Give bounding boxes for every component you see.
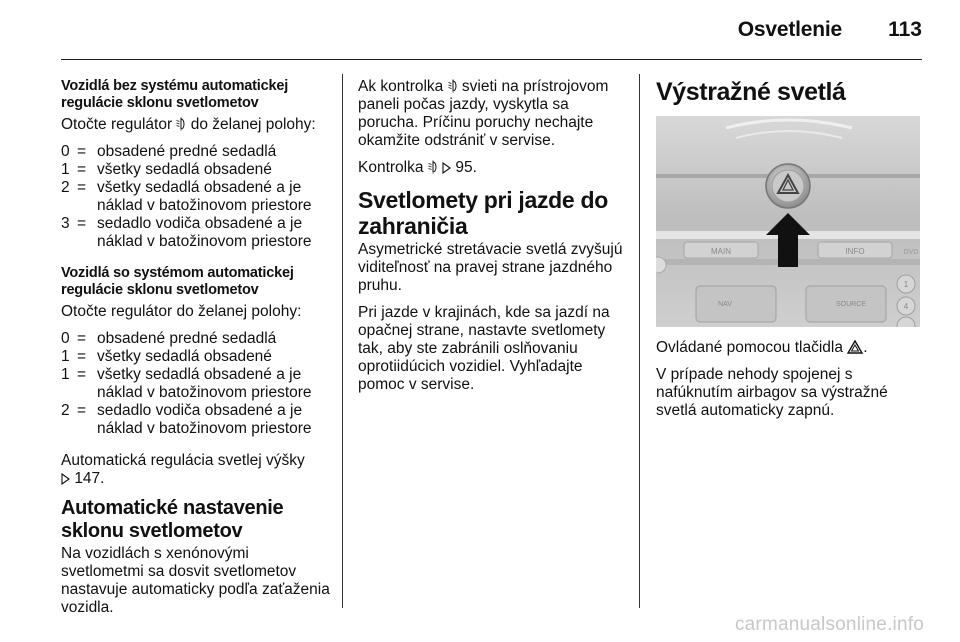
intro-text-part: Otočte regulátor	[61, 116, 177, 133]
page-reference-icon	[442, 162, 451, 174]
column-divider-2	[639, 74, 640, 608]
list-item: 1 = všetky sedadlá obsadené a je náklad v batožinovom priestore	[61, 366, 312, 401]
list-item: 0 = obsadené predné sedadlá	[61, 143, 277, 160]
kontrolka-reference: Kontrolka 95.	[358, 159, 477, 176]
headlight-leveling-icon	[428, 160, 438, 174]
watermark-text: carmanualsonline.info	[734, 614, 924, 635]
auto-leveling-intro: Otočte regulátor do želanej polohy:	[61, 303, 302, 320]
info-button-label: INFO	[845, 247, 865, 256]
list-item: 3 = sedadlo vodiča obsadené a je náklad v batožinovom priestore	[61, 215, 312, 250]
warning-lamp-paragraph: Ak kontrolka svieti na prístrojovom paneli počas jazdy, vyskytla sa porucha. Príčinu poruchy nechajte okamžite odstrániť v servise.	[358, 78, 609, 149]
section-heading-abroad: Svetlomety pri jazde do zahraničia	[358, 187, 608, 239]
hazard-operation-text: Ovládané pomocou tlačidla .	[656, 339, 868, 356]
column-divider-1	[342, 74, 343, 608]
intro-text-part: do želanej polohy:	[186, 116, 316, 133]
dvd-button-label: DVD	[903, 249, 919, 256]
auto-adjust-body: Na vozidlách s xenónovými svetlometmi sa dosvit svetlometov nastavuje automaticky podľa zaťaženia vozidla.	[61, 545, 330, 616]
auto-leveling-reference: Automatická regulácia svetlej výšky 147.	[61, 452, 305, 487]
page-reference-link[interactable]: 95.	[455, 159, 477, 176]
page-reference-link[interactable]: 147.	[74, 470, 105, 487]
list-item: 0 = obsadené predné sedadlá	[61, 330, 277, 347]
headlight-leveling-icon	[448, 79, 458, 93]
source-button-label: SOURCE	[836, 301, 866, 308]
preset-key-4: 4	[903, 302, 909, 311]
page-number: 113	[888, 18, 922, 41]
list-item: 1 = všetky sedadlá obsadené	[61, 348, 272, 365]
hazard-triangle-icon	[847, 340, 863, 354]
page-reference-icon	[61, 473, 70, 485]
manual-leveling-intro	[61, 116, 333, 134]
headlight-leveling-icon	[176, 117, 186, 131]
abroad-paragraph-2: Pri jazde v krajinách, kde sa jazdí na opačnej strane, nastavte svetlomety tak, aby ste zabránili oslňovaniu oprotiidúcich vozidiel. Vyhľadajte pomoc v servise.	[358, 304, 610, 393]
section-heading-auto-adjust: Automatické nastavenie sklonu svetlometov	[61, 497, 284, 542]
column-3	[656, 78, 924, 429]
manual-leveling-positions	[61, 143, 333, 251]
section-heading-auto-leveling: Vozidlá so systémom automatickej regulácie sklonu svetlometov	[61, 265, 294, 298]
list-item: 2 = všetky sedadlá obsadené a je náklad v batožinovom priestore	[61, 179, 312, 214]
section-heading-hazard: Výstražné svetlá	[656, 78, 846, 106]
nav-button-label: NAV	[718, 301, 732, 308]
section-heading-manual-leveling: Vozidlá bez systému automatickej regulácie sklonu svetlometov	[61, 78, 289, 111]
column-1	[61, 78, 333, 626]
column-2	[358, 78, 630, 403]
preset-key-1: 1	[903, 280, 909, 289]
list-item: 2 = sedadlo vodiča obsadené a je náklad v batožinovom priestore	[61, 402, 312, 437]
hazard-button-photo	[656, 116, 920, 327]
list-item: 1 = všetky sedadlá obsadené	[61, 161, 272, 178]
main-button-label: MAIN	[711, 247, 731, 256]
dashboard-illustration	[656, 116, 920, 327]
page-header-title: Osvetlenie	[737, 18, 842, 41]
auto-leveling-positions	[61, 330, 333, 438]
header-divider	[61, 59, 922, 60]
hazard-airbag-text: V prípade nehody spojenej s nafúknutím airbagov sa výstražné svetlá automaticky zapnú.	[656, 366, 888, 419]
abroad-paragraph-1: Asymetrické stretávacie svetlá zvyšujú viditeľnosť na pravej strane jazdného pruhu.	[358, 241, 623, 294]
